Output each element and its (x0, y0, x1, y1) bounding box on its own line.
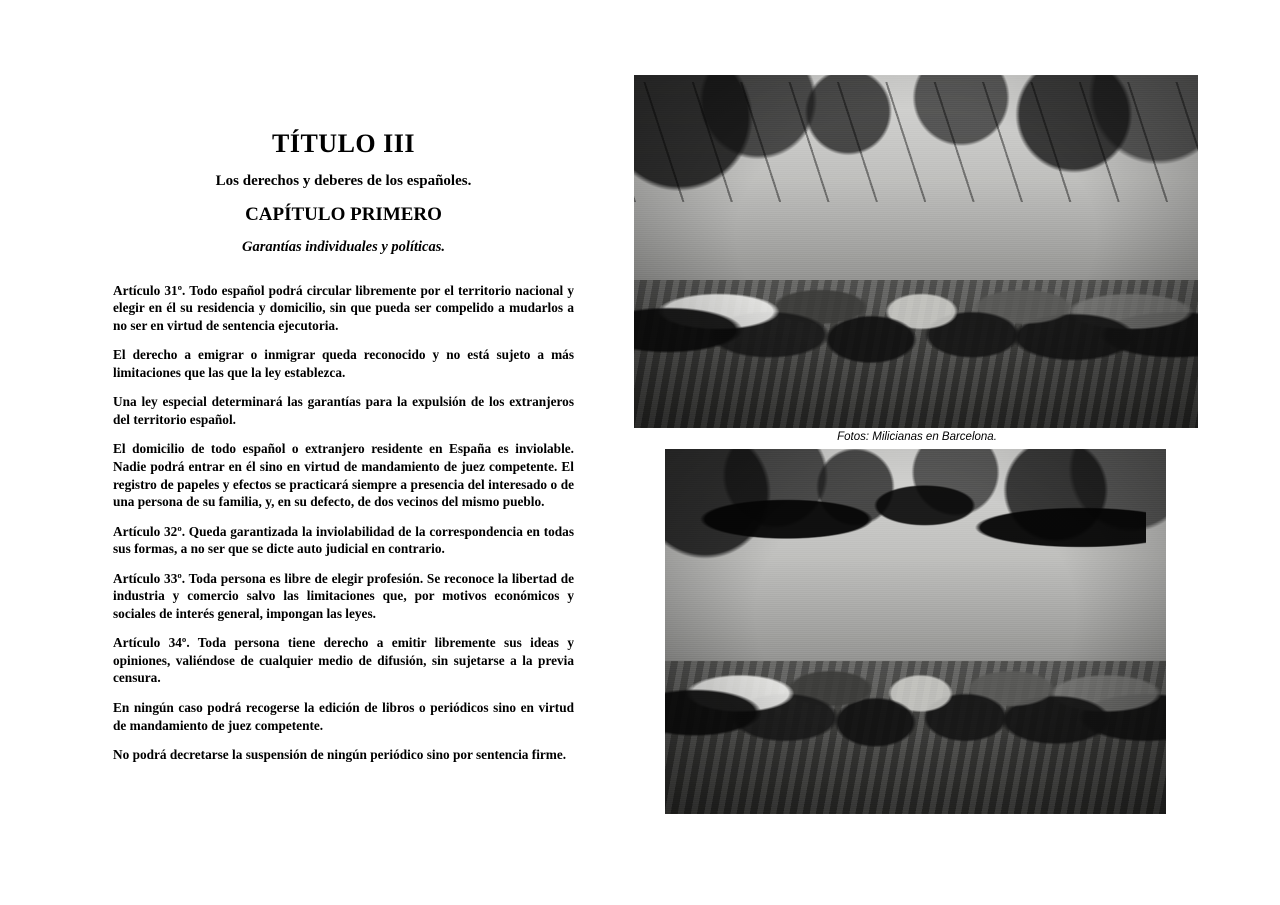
article-paragraph: Artículo 32º. Queda garantizada la inviolabilidad de la correspondencia en todas sus formas, a no ser que se dicte auto judicial en contrario. (113, 523, 574, 557)
chapter-subtitle: Garantías individuales y políticas. (241, 238, 445, 255)
text-column (113, 130, 574, 776)
article-paragraph: No podrá decretarse la suspensión de ningún periódico sino por sentencia firme. (113, 747, 567, 763)
article-paragraph: Artículo 33º. Toda persona es libre de elegir profesión. Se reconoce la libertad de industria y comercio salvo las limitaciones que, por motivos económicos y sociales de interés general, impongan las leyes. (113, 570, 574, 621)
photo-militia-column-flags-bottom (665, 449, 1166, 814)
photo-crowd-layer (634, 167, 1198, 400)
photo-caption: Fotos: Milicianas en Barcelona. (837, 431, 997, 443)
document-subtitle: Los derechos y deberes de los españoles. (215, 172, 472, 189)
article-paragraph: En ningún caso podrá recogerse la edición de libros o periódicos sino en virtud de mandamiento de juez competente. (113, 699, 574, 733)
photo-militia-women-barcelona-top (634, 75, 1198, 428)
photo-column (634, 75, 1200, 814)
chapter-title: CAPÍTULO PRIMERO (245, 203, 442, 225)
article-paragraph: Una ley especial determinará las garantías para la expulsión de los extranjeros del territorio español. (113, 394, 574, 427)
page-title: TÍTULO III (272, 129, 415, 158)
photo-crowd-layer (665, 544, 1166, 785)
article-paragraph: Artículo 34º. Toda persona tiene derecho a emitir libremente sus ideas y opiniones, valiéndose de cualquier medio de difusión, sin sujetarse a la previa censura. (113, 635, 574, 686)
article-paragraph: Artículo 31º. Todo español podrá circular libremente por el territorio nacional y elegir en él su residencia y domicilio, sin que pueda ser compelido a mudarlos a no ser en virtud de sentencia ejecutoria. (113, 282, 574, 333)
article-paragraph: El domicilio de todo español o extranjero residente en España es inviolable. Nadie podrá entrar en él sino en virtud de mandamiento de juez competente. El registro de papeles y efectos se practicará siempre a presencia del interesado o de una persona de su familia, y, en su defecto, de dos vecinos del mismo pueblo. (113, 441, 574, 510)
article-paragraph: El derecho a emigrar o inmigrar queda reconocido y no está sujeto a más limitaciones que las que la ley establezca. (113, 347, 574, 380)
